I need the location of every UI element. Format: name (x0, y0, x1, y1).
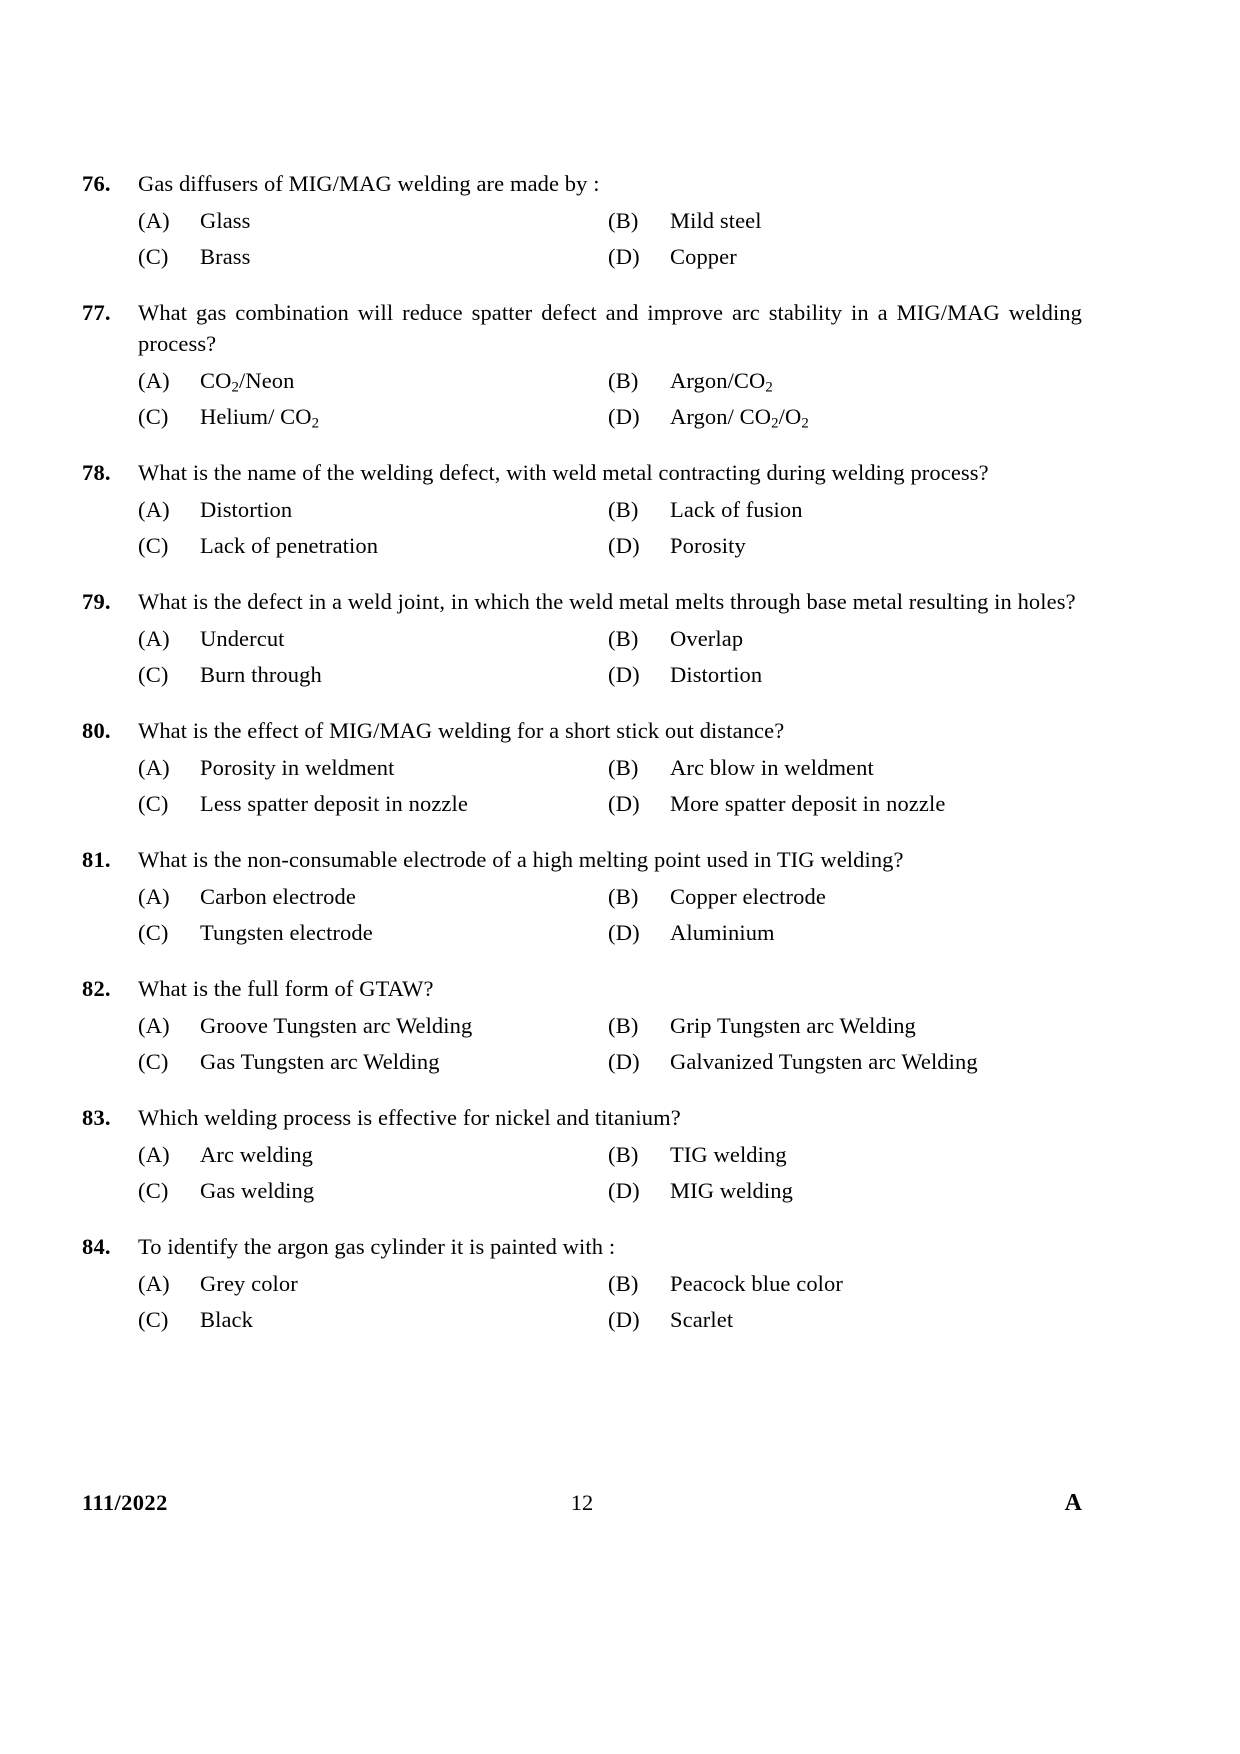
question-header (82, 586, 1082, 617)
option-key: (D) (608, 1178, 640, 1203)
option-label: Mild steel (670, 208, 762, 233)
option-label: Peacock blue color (670, 1271, 843, 1296)
option-key: (A) (138, 208, 170, 233)
option-d[interactable] (608, 530, 1078, 562)
question-text: What is the name of the welding defect, with weld metal contracting during welding process? (138, 460, 989, 485)
question-block (82, 715, 1082, 820)
option-b[interactable] (608, 1268, 1078, 1300)
option-label: Arc blow in weldment (670, 755, 874, 780)
option-label: Arc welding (200, 1142, 313, 1167)
options-group (138, 881, 1082, 949)
option-row (138, 788, 1082, 820)
option-row (138, 365, 1082, 397)
options-group (138, 752, 1082, 820)
option-row (138, 752, 1082, 784)
question-text: What is the full form of GTAW? (138, 976, 434, 1001)
options-group (138, 1010, 1082, 1078)
question-block (82, 1102, 1082, 1207)
option-b[interactable] (608, 1139, 1078, 1171)
question-header (82, 715, 1082, 746)
option-b[interactable] (608, 205, 1078, 237)
option-row (138, 494, 1082, 526)
question-number: 79. (82, 589, 111, 614)
question-number: 76. (82, 171, 111, 196)
option-label: Black (200, 1307, 253, 1332)
option-b[interactable] (608, 1010, 1078, 1042)
option-label: Aluminium (670, 920, 775, 945)
option-d[interactable] (608, 1304, 1078, 1336)
option-row (138, 917, 1082, 949)
option-label: Carbon electrode (200, 884, 356, 909)
option-key: (A) (138, 755, 170, 780)
question-header (82, 1231, 1082, 1262)
option-label: Tungsten electrode (200, 920, 373, 945)
question-header (82, 1102, 1082, 1133)
option-b[interactable] (608, 881, 1078, 913)
option-row (138, 1010, 1082, 1042)
option-d[interactable] (608, 1046, 1078, 1078)
option-key: (A) (138, 368, 170, 393)
option-key: (B) (608, 1142, 639, 1167)
question-text: Gas diffusers of MIG/MAG welding are made by : (138, 171, 600, 196)
option-key: (C) (138, 662, 169, 687)
option-key: (D) (608, 662, 640, 687)
options-group (138, 494, 1082, 562)
option-key: (B) (608, 1271, 639, 1296)
question-block (82, 586, 1082, 691)
option-key: (A) (138, 1013, 170, 1038)
option-c[interactable] (138, 1175, 608, 1207)
question-text: What gas combination will reduce spatter defect and improve arc stability in a MIG/MAG welding process? (138, 300, 1082, 356)
option-row (138, 241, 1082, 273)
option-key: (B) (608, 1013, 639, 1038)
options-group (138, 1139, 1082, 1207)
option-label: Porosity in weldment (200, 755, 395, 780)
option-c[interactable] (138, 530, 608, 562)
page-number: 12 (570, 1490, 594, 1515)
option-label: Distortion (200, 497, 293, 522)
option-label: Less spatter deposit in nozzle (200, 791, 468, 816)
options-group (138, 623, 1082, 691)
option-key: (B) (608, 755, 639, 780)
option-d[interactable] (608, 917, 1078, 949)
option-key: (B) (608, 884, 639, 909)
option-label: TIG welding (670, 1142, 787, 1167)
option-key: (D) (608, 1307, 640, 1332)
question-text: To identify the argon gas cylinder it is painted with : (138, 1234, 616, 1259)
option-label: Distortion (670, 662, 763, 687)
option-a[interactable] (138, 494, 608, 526)
option-label: Argon/ $CO_2/O_2$ (670, 404, 809, 432)
option-label: Copper (670, 244, 737, 269)
option-a[interactable] (138, 1268, 608, 1300)
option-row (138, 205, 1082, 237)
option-row (138, 1175, 1082, 1207)
option-label: Brass (200, 244, 251, 269)
question-number: 81. (82, 847, 111, 872)
option-b[interactable] (608, 752, 1078, 784)
option-label: MIG welding (670, 1178, 793, 1203)
option-key: (B) (608, 208, 639, 233)
option-key: (C) (138, 1049, 169, 1074)
option-key: (D) (608, 1049, 640, 1074)
option-key: (A) (138, 1271, 170, 1296)
option-key: (B) (608, 626, 639, 651)
option-key: (D) (608, 533, 640, 558)
question-text: What is the defect in a weld joint, in which the weld metal melts through base metal resulting in holes? (138, 589, 1076, 614)
option-c[interactable] (138, 1046, 608, 1078)
question-block (82, 297, 1082, 433)
option-key: (B) (608, 497, 639, 522)
question-block (82, 1231, 1082, 1336)
paper-code: 111/2022 (82, 1490, 168, 1515)
option-b[interactable] (608, 623, 1078, 655)
option-b[interactable] (608, 494, 1078, 526)
option-label: Gas Tungsten arc Welding (200, 1049, 440, 1074)
option-key: (A) (138, 626, 170, 651)
question-header (82, 973, 1082, 1004)
option-row (138, 401, 1082, 433)
option-d[interactable] (608, 788, 1078, 820)
question-number: 78. (82, 460, 111, 485)
option-c[interactable] (138, 788, 608, 820)
option-c[interactable] (138, 241, 608, 273)
option-key: (C) (138, 920, 169, 945)
option-label: Porosity (670, 533, 746, 558)
option-a[interactable] (138, 881, 608, 913)
option-label: Helium/ $CO_2$ (200, 404, 320, 432)
question-text: What is the non-consumable electrode of a high melting point used in TIG welding? (138, 847, 904, 872)
question-text: What is the effect of MIG/MAG welding for a short stick out distance? (138, 718, 785, 743)
question-text: Which welding process is effective for nickel and titanium? (138, 1105, 681, 1130)
option-row (138, 1139, 1082, 1171)
option-a[interactable] (138, 623, 608, 655)
option-label: Gas welding (200, 1178, 315, 1203)
option-label: Undercut (200, 626, 285, 651)
option-label: Grey color (200, 1271, 298, 1296)
option-row (138, 623, 1082, 655)
question-block (82, 457, 1082, 562)
option-key: (D) (608, 791, 640, 816)
option-key: (A) (138, 497, 170, 522)
option-key: (C) (138, 1307, 169, 1332)
questions-container (82, 168, 1082, 1360)
option-key: (D) (608, 920, 640, 945)
option-label: Argon/$CO_2$ (670, 368, 773, 396)
options-group (138, 205, 1082, 273)
question-header (82, 297, 1082, 359)
option-d[interactable] (608, 1175, 1078, 1207)
option-key: (D) (608, 244, 640, 269)
option-key: (D) (608, 404, 640, 429)
option-row (138, 1304, 1082, 1336)
option-label: More spatter deposit in nozzle (670, 791, 946, 816)
question-block (82, 844, 1082, 949)
question-number: 83. (82, 1105, 111, 1130)
option-b[interactable] (608, 365, 1078, 397)
option-label: Scarlet (670, 1307, 734, 1332)
option-a[interactable] (138, 205, 608, 237)
option-d[interactable] (608, 241, 1078, 273)
option-key: (C) (138, 533, 169, 558)
options-group (138, 1268, 1082, 1336)
option-d[interactable] (608, 401, 1078, 433)
question-number: 84. (82, 1234, 111, 1259)
option-row (138, 1268, 1082, 1300)
option-label: Lack of fusion (670, 497, 803, 522)
option-key: (C) (138, 404, 169, 429)
option-label: Burn through (200, 662, 322, 687)
booklet-series: A (1064, 1490, 1082, 1516)
option-row (138, 659, 1082, 691)
option-label: Overlap (670, 626, 744, 651)
option-row (138, 1046, 1082, 1078)
option-c[interactable] (138, 917, 608, 949)
page-footer (82, 1490, 1082, 1517)
option-a[interactable] (138, 365, 608, 397)
option-label: Copper electrode (670, 884, 826, 909)
question-number: 80. (82, 718, 111, 743)
option-key: (B) (608, 368, 639, 393)
option-label: $CO_2$/Neon (200, 368, 295, 396)
option-a[interactable] (138, 1010, 608, 1042)
question-header (82, 844, 1082, 875)
option-key: (C) (138, 244, 169, 269)
option-c[interactable] (138, 1304, 608, 1336)
option-key: (A) (138, 884, 170, 909)
question-header (82, 168, 1082, 199)
question-header (82, 457, 1082, 488)
option-label: Grip Tungsten arc Welding (670, 1013, 916, 1038)
option-key: (A) (138, 1142, 170, 1167)
option-c[interactable] (138, 401, 608, 433)
option-a[interactable] (138, 1139, 608, 1171)
question-block (82, 168, 1082, 273)
option-key: (C) (138, 791, 169, 816)
question-number: 77. (82, 300, 111, 325)
option-label: Groove Tungsten arc Welding (200, 1013, 473, 1038)
option-c[interactable] (138, 659, 608, 691)
option-key: (C) (138, 1178, 169, 1203)
question-block (82, 973, 1082, 1078)
option-label: Glass (200, 208, 251, 233)
option-label: Lack of penetration (200, 533, 379, 558)
option-a[interactable] (138, 752, 608, 784)
option-row (138, 881, 1082, 913)
option-d[interactable] (608, 659, 1078, 691)
question-number: 82. (82, 976, 111, 1001)
option-label: Galvanized Tungsten arc Welding (670, 1049, 978, 1074)
options-group (138, 365, 1082, 433)
option-row (138, 530, 1082, 562)
